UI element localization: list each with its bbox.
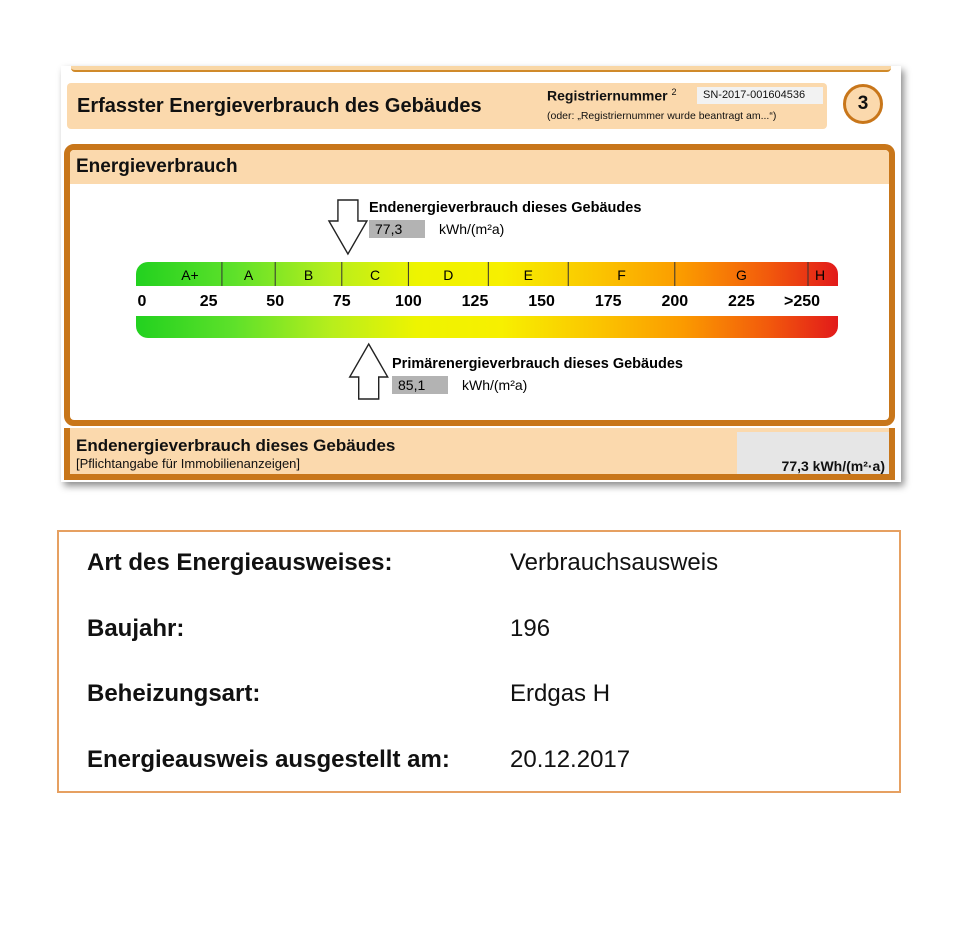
primary-energy-label: Primärenergieverbrauch dieses Gebäudes: [392, 356, 683, 372]
class-label-a: A: [243, 267, 254, 283]
class-label-f: F: [617, 267, 626, 283]
end-energy-arrow: [329, 200, 367, 254]
tick-label: 125: [461, 293, 489, 310]
summary-subtitle: [Pflichtangabe für Immobilienanzeigen]: [76, 456, 301, 471]
class-label-aplus: A+: [181, 267, 199, 283]
tick-label: 150: [528, 293, 555, 310]
info-row-issued: [87, 746, 887, 780]
class-label-c: C: [370, 267, 381, 283]
card-top-border: [71, 66, 891, 72]
class-label-d: D: [443, 267, 454, 283]
class-label-h: H: [814, 267, 826, 283]
tick-label: 75: [332, 293, 351, 310]
info-value: 20.12.2017: [510, 746, 631, 773]
summary-value-box: [737, 432, 889, 474]
registration-number: SN-2017-001604536: [697, 87, 823, 104]
tick-label: 175: [594, 293, 622, 310]
end-energy-unit: kWh/(m²a): [439, 221, 505, 237]
info-label: Beheizungsart:: [87, 680, 261, 707]
class-label-g: G: [735, 267, 747, 283]
summary-value: 77,3 kWh/(m²·a): [781, 458, 885, 474]
info-value: Erdgas H: [510, 680, 611, 707]
energy-info-box: [57, 530, 901, 793]
registration-note: (oder: „Registriernummer wurde beantragt am...“): [547, 110, 777, 122]
energy-scale: [70, 150, 889, 420]
primary-energy-unit: kWh/(m²a): [462, 377, 528, 393]
tick-label: 100: [395, 293, 422, 310]
tick-label: 25: [199, 293, 218, 310]
primary-energy-value: 85,1: [398, 377, 426, 393]
end-energy-summary: [64, 428, 895, 480]
class-label-e: E: [523, 267, 533, 283]
tick-label: 200: [661, 293, 689, 310]
tick-labels: [138, 293, 821, 310]
registration-footnote-mark: 2: [671, 87, 677, 97]
certificate-header: [67, 83, 827, 129]
summary-title: Endenergieverbrauch dieses Gebäudes: [76, 436, 396, 455]
class-label-b: B: [303, 267, 314, 283]
tick-label: 0: [137, 293, 147, 310]
registration-label: Registriernummer $^2$: [547, 87, 677, 104]
info-value: Verbrauchsausweis: [510, 549, 719, 576]
certificate-title: Erfasster Energieverbrauch des Gebäudes: [77, 95, 482, 117]
scale-lower-bar: [136, 316, 838, 338]
energy-panel-title: Energieverbrauch: [76, 156, 238, 177]
end-energy-value: 77,3: [375, 221, 403, 237]
info-label: Baujahr:: [87, 615, 185, 642]
tick-label: >250: [783, 293, 821, 310]
primary-energy-arrow: [350, 344, 388, 399]
info-row-heating: [87, 680, 887, 714]
info-label: Energieausweis ausgestellt am:: [87, 746, 450, 773]
scale-upper-bar: [136, 262, 838, 286]
page-number-badge: 3: [843, 84, 883, 124]
info-row-type: [87, 549, 887, 583]
primary-energy-marker: [350, 344, 388, 399]
tick-label: 50: [266, 293, 285, 310]
tick-label: 225: [728, 293, 755, 310]
info-row-year: [87, 615, 887, 649]
energy-certificate-card: [61, 66, 901, 482]
info-value: 196: [510, 615, 551, 642]
end-energy-label: Endenergieverbrauch dieses Gebäudes: [369, 200, 642, 216]
info-label: Art des Energieausweises:: [87, 549, 393, 576]
end-energy-marker: [329, 200, 367, 254]
energy-consumption-panel: [64, 144, 895, 426]
